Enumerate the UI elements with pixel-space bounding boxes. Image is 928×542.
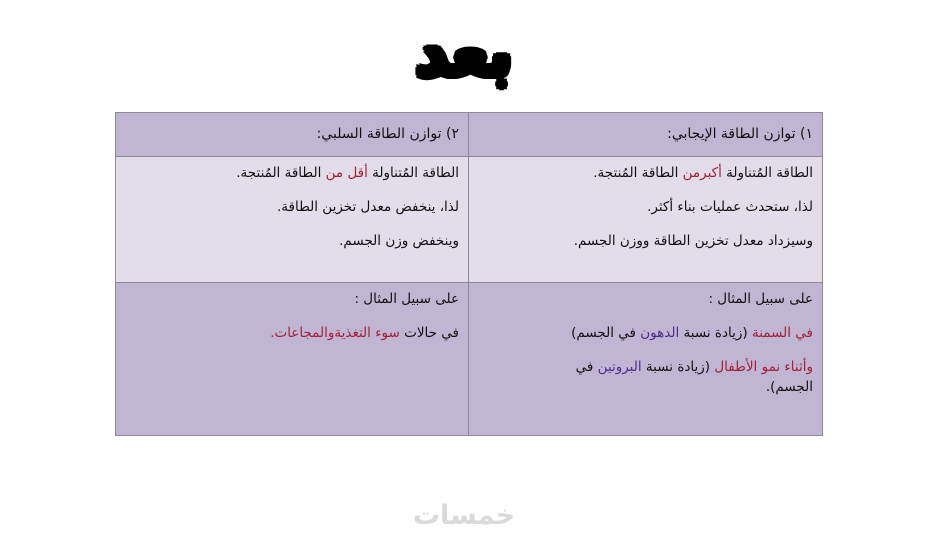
negative-line-2: لذا، ينخفض معدل تخزين الطاقة. [276,199,459,215]
positive-line-1-text-a: الطاقة المُتناولة [721,165,813,181]
positive-line-2: لذا، ستحدث عمليات بناء أكثر. [647,199,813,215]
negative-line-1-highlight: أقل من [325,165,368,181]
negative-example-text-a: في حالات [399,325,459,341]
negative-example [125,323,459,343]
positive-example-2-text-b: (زيادة نسبة [641,359,715,375]
positive-example-2-nutrient: البروتين [597,359,642,375]
negative-examples-title: على سبيل المثال : [354,291,459,307]
positive-example-2 [478,357,813,377]
comparison-table [115,112,823,436]
watermark-logo: خمسات [412,500,516,531]
positive-line-1-text-c: الطاقة المُنتجة. [593,165,683,181]
positive-example-2-text-d: في [575,359,598,375]
positive-line-3: وسيزداد معدل تخزين الطاقة ووزن الجسم. [573,233,813,249]
positive-example-1-highlight: في السمنة [751,325,813,341]
header-positive-text: ١) توازن الطاقة الإيجابي: [667,126,813,142]
negative-example-highlight: سوء التغذيةوالمجاعات. [270,325,400,341]
positive-example-1-text-d: في الجسم) [571,325,641,341]
positive-line-1 [478,163,813,183]
positive-example-2-continued: الجسم). [765,379,813,395]
positive-line-1-highlight: أكبرمن [682,165,722,181]
negative-line-1 [125,163,459,183]
positive-balance-examples [468,282,822,435]
positive-example-2-highlight: وأثناء نمو الأطفال [714,359,813,375]
negative-line-1-text-a: الطاقة المُتناولة [367,165,459,181]
negative-line-3: وينخفض وزن الجسم. [339,233,459,249]
positive-balance-description [468,156,822,282]
negative-balance-description [116,156,468,282]
positive-example-1 [478,323,813,343]
header-negative-balance [116,113,468,156]
header-negative-text: ٢) توازن الطاقة السلبي: [316,126,459,142]
positive-example-1-nutrient: الدهون [640,325,680,341]
header-positive-balance [468,113,822,156]
negative-balance-examples [116,282,468,435]
positive-example-1-text-b: (زيادة نسبة [679,325,752,341]
slide-heading: بعد [415,17,513,91]
positive-examples-title: على سبيل المثال : [708,291,813,307]
negative-line-1-text-c: الطاقة المُنتجة. [236,165,326,181]
